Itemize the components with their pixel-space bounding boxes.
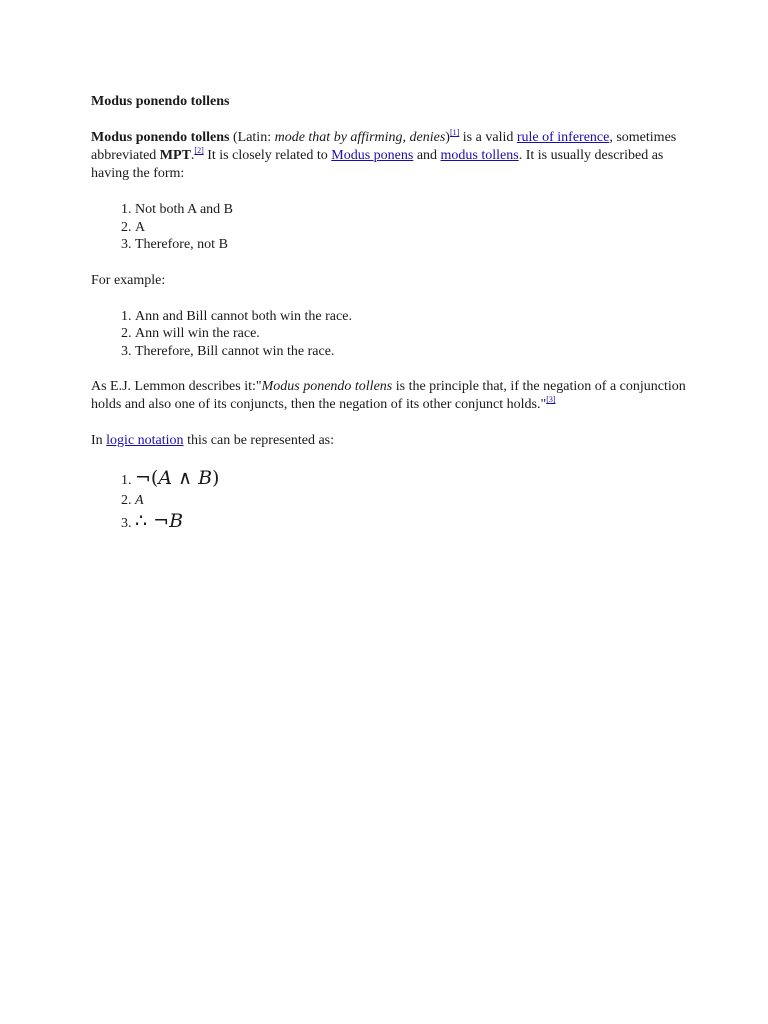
reference-link-2[interactable]: [2] [194, 146, 204, 155]
conjunction-symbol: ∧ [172, 467, 199, 489]
intro-text-4: It is closely related to [203, 148, 332, 163]
math-item-1 [135, 468, 691, 491]
lemmon-paragraph [91, 378, 691, 414]
reference-link-3[interactable]: [3] [546, 395, 556, 404]
math-item-3 [135, 511, 691, 534]
list-item: 2. A [135, 219, 691, 237]
math-expression-a: A [135, 493, 144, 508]
intro-text-2: , sometimes abbreviated [91, 130, 677, 163]
reference-link-1[interactable]: [1] [449, 128, 460, 137]
negation-open: ¬( [135, 467, 159, 489]
math-expression-therefore-not-b [135, 510, 183, 532]
notation-paragraph [91, 432, 691, 450]
list-item: 1. Ann and Bill cannot both win the race. [135, 308, 691, 326]
form-list [91, 201, 691, 254]
intro-text-5: and [413, 148, 441, 163]
list-item: 1. Not both A and B [135, 201, 691, 219]
latin-meaning: mode that by affirming, denies [274, 130, 446, 145]
example-label: For example: [91, 272, 166, 288]
lemmon-term: Modus ponendo tollens [261, 379, 393, 394]
logic-notation-link[interactable]: logic notation [106, 433, 184, 448]
var-b: B [198, 467, 213, 489]
lemmon-text-2: is the principle that, if the negation of a conjunction holds and also one of its conjuncts, then the negation of its other conjunct holds." [91, 379, 686, 412]
paren-close: ) [212, 467, 220, 489]
mpt-abbreviation: MPT [159, 148, 191, 163]
therefore-symbol: ∴ ¬ [135, 510, 170, 532]
page-title: Modus ponendo tollens [91, 94, 230, 109]
modus-ponens-link[interactable]: Modus ponens [331, 148, 414, 163]
intro-term: Modus ponendo tollens [91, 130, 230, 145]
list-item: 3. Therefore, Bill cannot win the race. [135, 343, 691, 361]
notation-text-2: this can be represented as: [183, 433, 335, 448]
var-b: B [169, 510, 184, 532]
intro-text-6: . It is usually described as having the form: [91, 148, 664, 181]
modus-tollens-link[interactable]: modus tollens [440, 148, 519, 163]
math-expression-not-a-and-b [135, 467, 219, 489]
var-a: A [158, 467, 173, 489]
example-list [91, 308, 691, 361]
intro-paragraph [91, 129, 691, 183]
intro-latin-open: (Latin: [229, 130, 275, 145]
list-item: 2. Ann will win the race. [135, 325, 691, 343]
intro-text-3: . [190, 148, 195, 163]
math-list [91, 468, 691, 534]
lemmon-text-1: As E.J. Lemmon describes it:" [91, 379, 262, 394]
rule-of-inference-link[interactable]: rule of inference [516, 130, 610, 145]
math-item-2 [135, 491, 691, 511]
intro-latin-close: ) [445, 130, 450, 145]
notation-text-1: In [91, 433, 107, 448]
list-item: 3. Therefore, not B [135, 236, 691, 254]
document-body [91, 93, 691, 552]
intro-text-1: is a valid [459, 130, 517, 145]
